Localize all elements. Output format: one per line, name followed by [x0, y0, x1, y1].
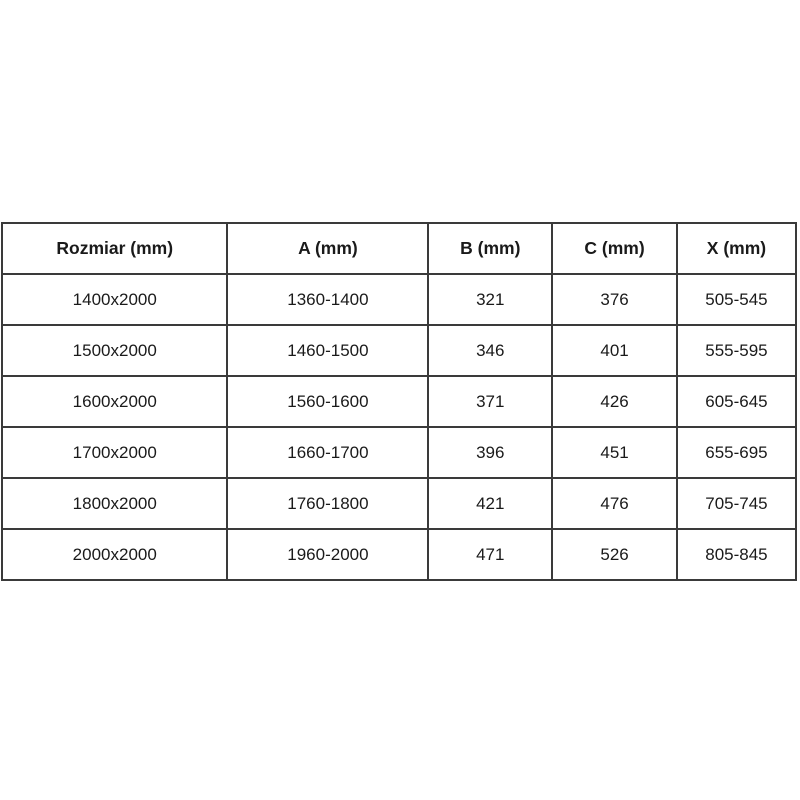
table-cell: 321: [428, 274, 552, 325]
table-cell: 371: [428, 376, 552, 427]
table-header-cell: A (mm): [227, 223, 428, 274]
table-row: [2, 376, 796, 427]
table-cell: 526: [552, 529, 677, 580]
table-cell: 401: [552, 325, 677, 376]
table-cell: 476: [552, 478, 677, 529]
table-cell: 1760-1800: [227, 478, 428, 529]
table-row: [2, 325, 796, 376]
table-cell: 376: [552, 274, 677, 325]
table-row: [2, 529, 796, 580]
table-row: [2, 274, 796, 325]
table-cell: 2000x2000: [2, 529, 227, 580]
table-cell: 1700x2000: [2, 427, 227, 478]
table-cell: 471: [428, 529, 552, 580]
table-cell: 805-845: [677, 529, 796, 580]
table-row: [2, 427, 796, 478]
table-cell: 555-595: [677, 325, 796, 376]
table-cell: 1960-2000: [227, 529, 428, 580]
table-header-row: [2, 223, 796, 274]
table-cell: 426: [552, 376, 677, 427]
table-cell: 705-745: [677, 478, 796, 529]
table-cell: 1800x2000: [2, 478, 227, 529]
table-cell: 1460-1500: [227, 325, 428, 376]
table-row: [2, 478, 796, 529]
table-cell: 505-545: [677, 274, 796, 325]
table-cell: 346: [428, 325, 552, 376]
size-spec-table: [1, 222, 797, 581]
table-header-cell: C (mm): [552, 223, 677, 274]
table-header-cell: B (mm): [428, 223, 552, 274]
table-cell: 655-695: [677, 427, 796, 478]
table-cell: 396: [428, 427, 552, 478]
table-cell: 605-645: [677, 376, 796, 427]
table-cell: 1560-1600: [227, 376, 428, 427]
table-cell: 1360-1400: [227, 274, 428, 325]
table-body: [2, 274, 796, 580]
table-cell: 421: [428, 478, 552, 529]
table-cell: 1500x2000: [2, 325, 227, 376]
table-cell: 1660-1700: [227, 427, 428, 478]
table-cell: 1400x2000: [2, 274, 227, 325]
table-cell: 451: [552, 427, 677, 478]
table-header-cell: Rozmiar (mm): [2, 223, 227, 274]
table-cell: 1600x2000: [2, 376, 227, 427]
table-header-cell: X (mm): [677, 223, 796, 274]
